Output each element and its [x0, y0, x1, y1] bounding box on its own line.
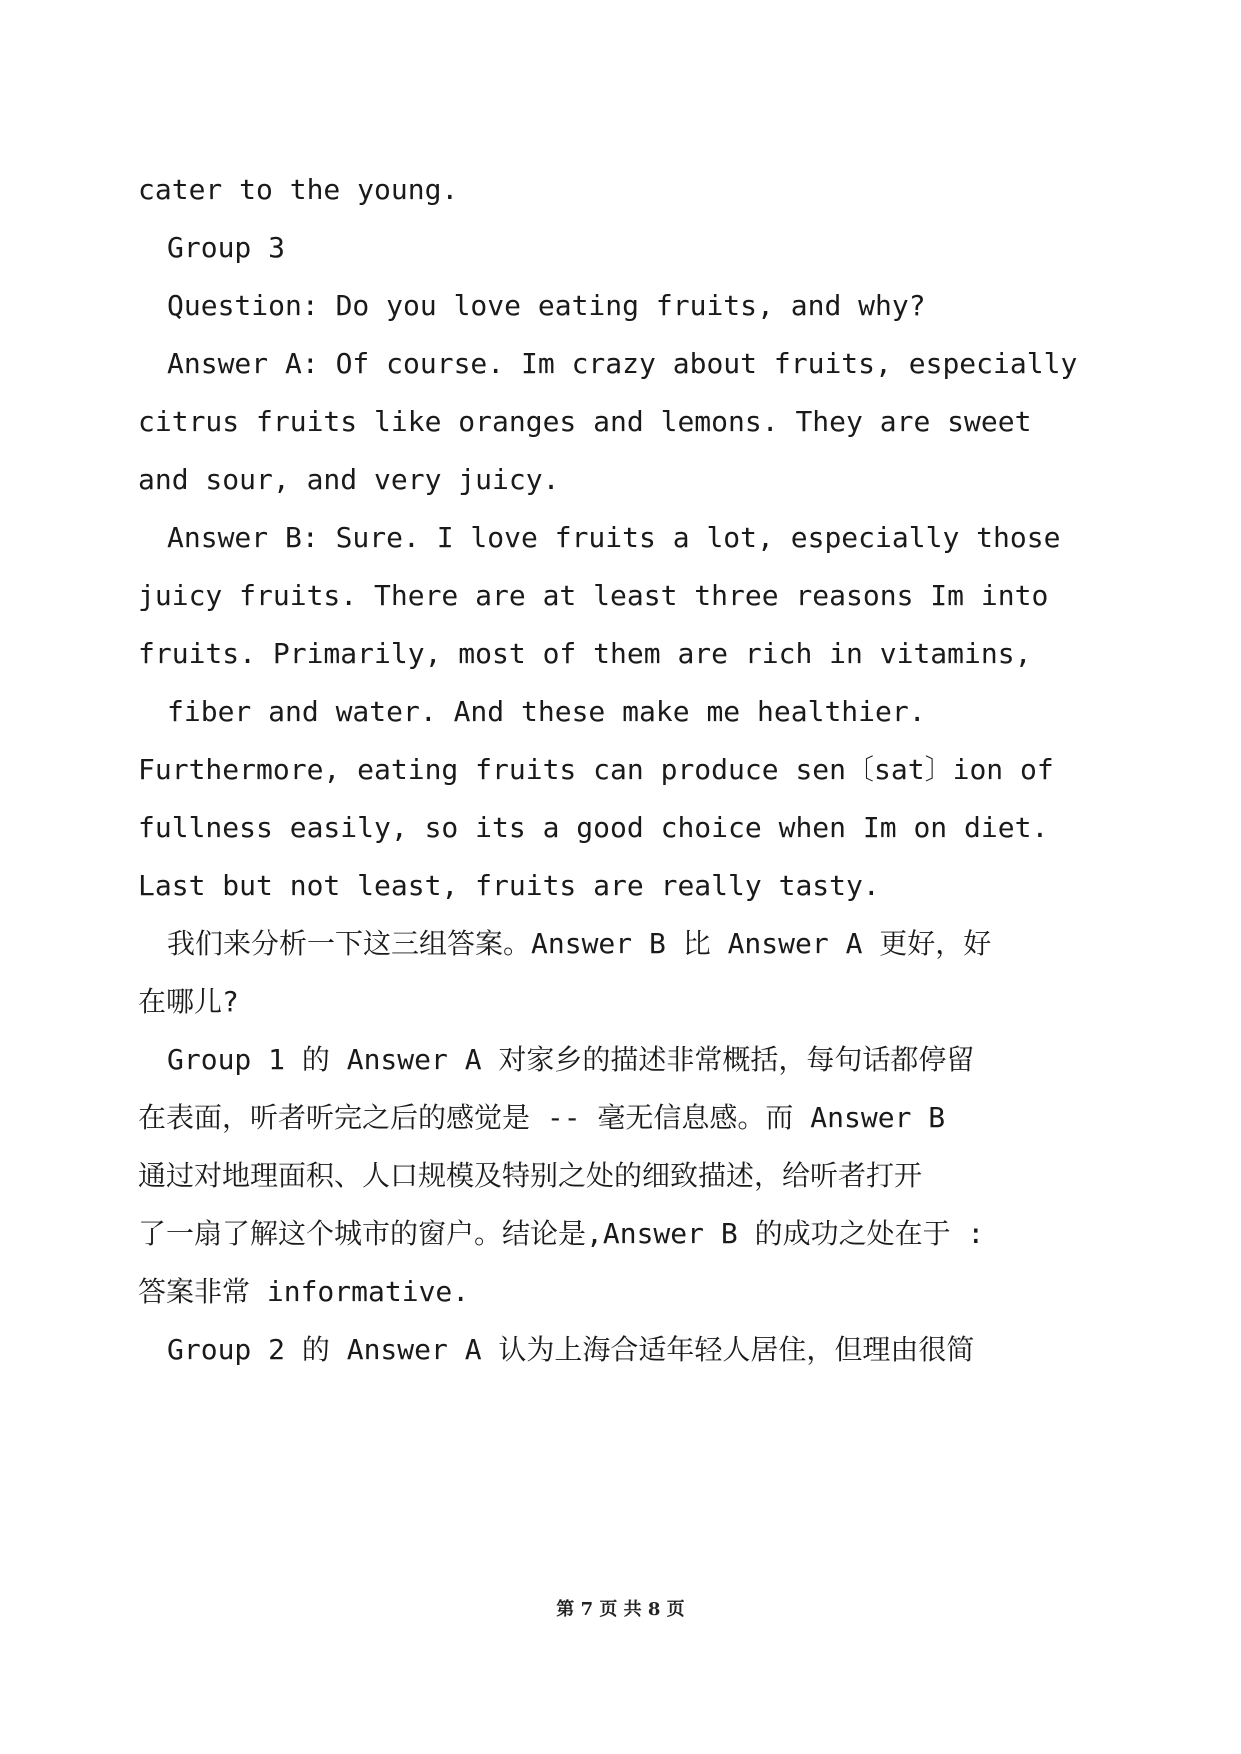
text-line: Answer A: Of course. Im crazy about fruits, especially	[167, 347, 1078, 380]
text-line: fiber and water. And these make me healthier.	[167, 695, 926, 728]
text-line: Group 1 的 Answer A 对家乡的描述非常概括，每句话都停留	[167, 1043, 975, 1076]
text-line: cater to the young.	[138, 173, 459, 206]
page-footer: 第 7 页 共 8 页	[556, 1599, 685, 1620]
text-line: Group 2 的 Answer A 认为上海合适年轻人居住，但理由很简	[167, 1333, 975, 1366]
text-line: 通过对地理面积、人口规模及特别之处的细致描述，给听者打开	[138, 1159, 923, 1192]
text-line: juicy fruits. There are at least three reasons Im into	[138, 579, 1049, 612]
text-line: Furthermore, eating fruits can produce sen〔sat〕ion of	[138, 753, 1054, 786]
text-line: Answer B: Sure. I love fruits a lot, especially those	[167, 521, 1061, 554]
text-line: Last but not least, fruits are really tasty.	[138, 869, 880, 902]
text-line: 我们来分析一下这三组答案。Answer B 比 Answer A 更好，好	[167, 927, 992, 960]
text-line: 答案非常 informative.	[138, 1275, 470, 1308]
text-line: 了一扇了解这个城市的窗户。结论是,Answer B 的成功之处在于 :	[138, 1217, 985, 1250]
text-line: 在哪儿?	[138, 985, 239, 1018]
text-line: fruits. Primarily, most of them are rich in vitamins,	[138, 637, 1032, 670]
text-line: and sour, and very juicy.	[138, 463, 560, 496]
text-line: Question: Do you love eating fruits, and why?	[167, 289, 926, 322]
text-line: fullness easily, so its a good choice when Im on diet.	[138, 811, 1049, 844]
text-line: citrus fruits like oranges and lemons. They are sweet	[138, 405, 1032, 438]
text-line: 在表面，听者听完之后的感觉是 -- 毫无信息感。而 Answer B	[138, 1101, 946, 1134]
text-line: Group 3	[167, 231, 286, 264]
